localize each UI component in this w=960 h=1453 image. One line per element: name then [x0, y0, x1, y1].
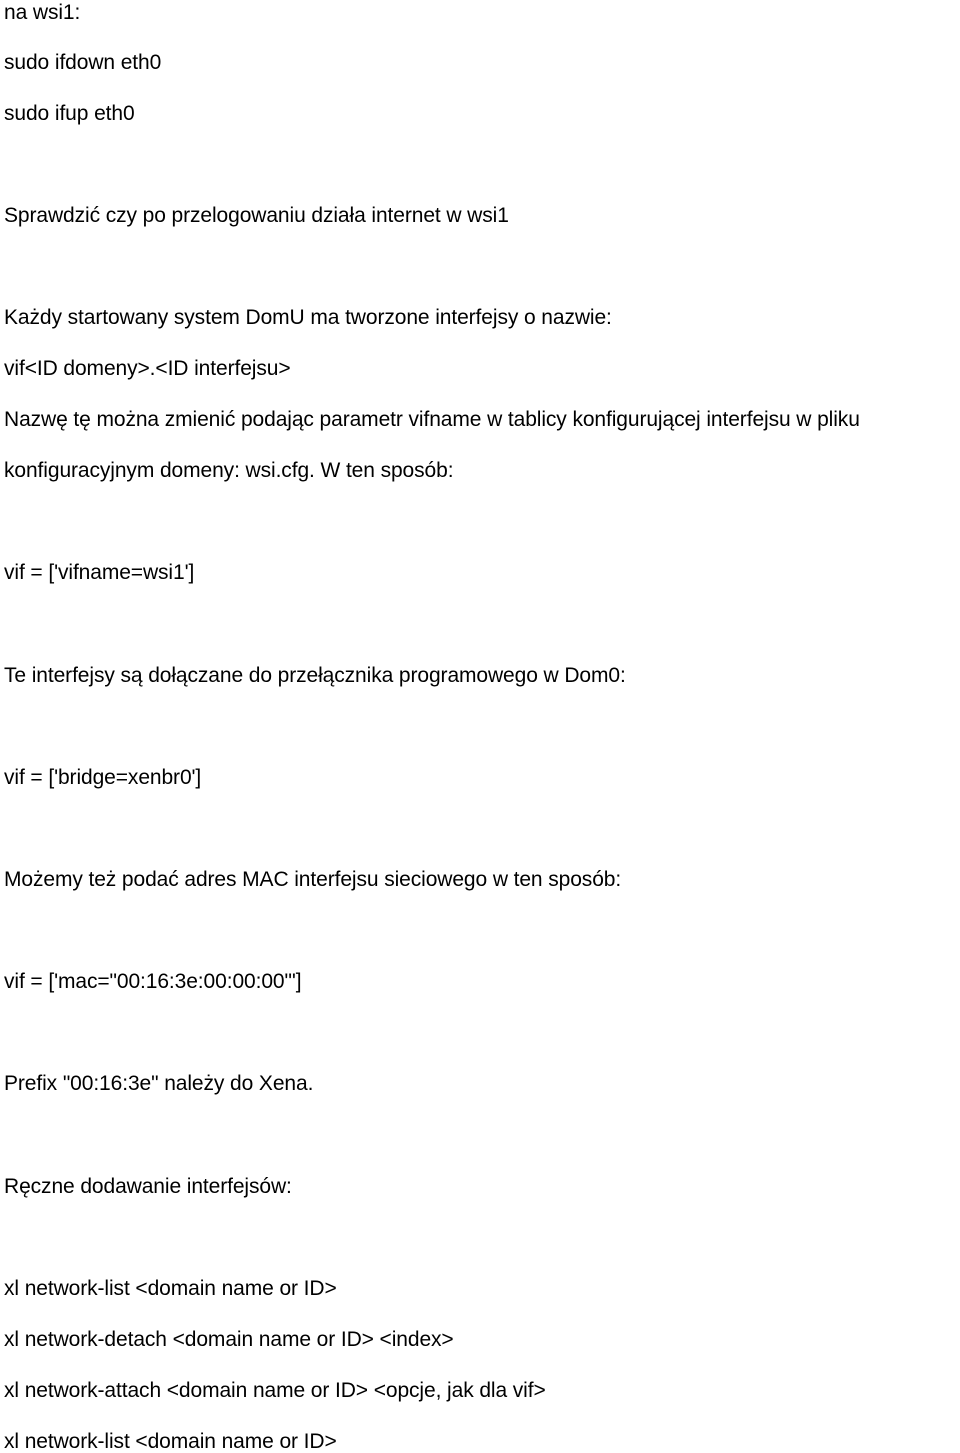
- config-line: vif = ['bridge=xenbr0']: [4, 766, 202, 789]
- text-line: na wsi1:: [4, 1, 81, 24]
- section-heading: Ręczne dodawanie interfejsów:: [4, 1175, 292, 1198]
- text-line: Każdy startowany system DomU ma tworzone interfejsy o nazwie:: [4, 306, 612, 329]
- text-line: Te interfejsy są dołączane do przełącznika programowego w Dom0:: [4, 664, 626, 687]
- text-line: Prefix "00:16:3e" należy do Xena.: [4, 1072, 314, 1095]
- text-line: Nazwę tę można zmienić podając parametr vifname w tablicy konfigurującej interfejsu w pliku: [4, 408, 860, 431]
- text-line: Sprawdzić czy po przelogowaniu działa internet w wsi1: [4, 204, 509, 227]
- command-line: sudo ifup eth0: [4, 102, 135, 125]
- config-line: vif = ['mac="00:16:3e:00:00:00"']: [4, 970, 302, 993]
- config-line: vif = ['vifname=wsi1']: [4, 561, 195, 584]
- command-line: xl network-list <domain name or ID>: [4, 1277, 337, 1300]
- command-line: xl network-list <domain name or ID>: [4, 1430, 337, 1453]
- command-line: xl network-attach <domain name or ID> <opcje, jak dla vif>: [4, 1379, 546, 1402]
- command-line: xl network-detach <domain name or ID> <index>: [4, 1328, 454, 1351]
- text-line: vif<ID domeny>.<ID interfejsu>: [4, 357, 291, 380]
- text-line: konfiguracyjnym domeny: wsi.cfg. W ten sposób:: [4, 459, 454, 482]
- command-line: sudo ifdown eth0: [4, 51, 162, 74]
- text-line: Możemy też podać adres MAC interfejsu sieciowego w ten sposób:: [4, 868, 622, 891]
